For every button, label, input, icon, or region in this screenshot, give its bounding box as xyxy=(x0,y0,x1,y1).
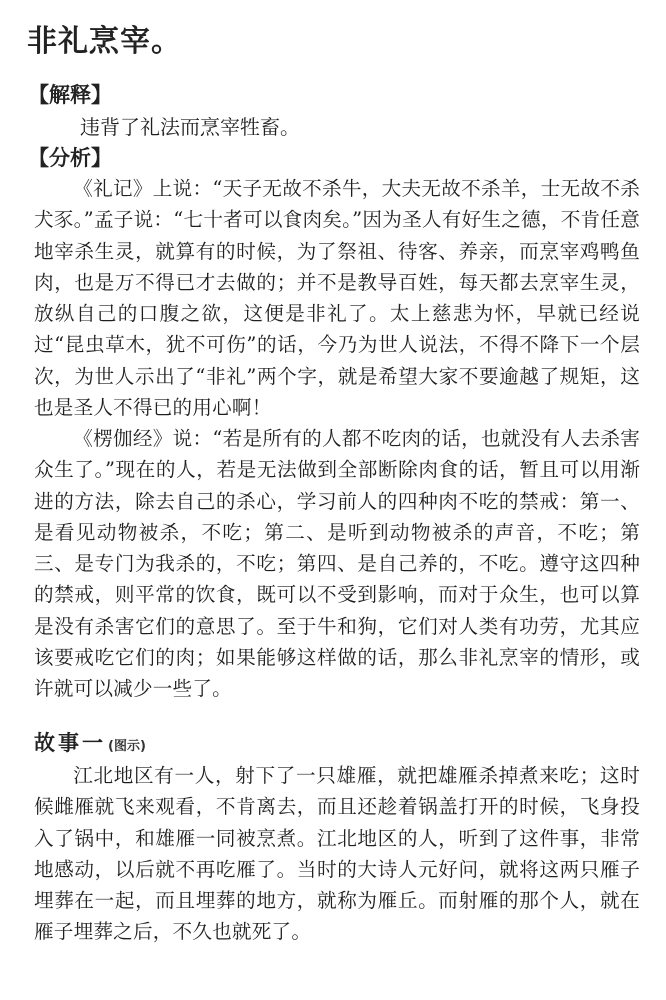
story-illustration-note: (图示) xyxy=(108,739,146,754)
story-heading xyxy=(34,726,146,764)
analysis-heading: 【分析】 xyxy=(28,146,112,170)
analysis-paragraph-1: 《礼记》上说：“天子无故不杀牛，大夫无故不杀羊，士无故不杀犬豕。”孟子说：“七十者可以食肉矣。”因为圣人有好生之德，不肯任意地宰杀生灵，就算有的时候，为了祭祖、待客、养亲，而烹宰鸡鸭鱼肉，也是万不得已才去做的；并不是教导百姓，每天都去烹宰生灵，放纵自己的口腹之欲，这便是非礼了。太上慈悲为怀，早就已经说过“昆虫草木，犹不可伤”的话，今乃为世人说法，不得不降下一个层次，为世人示出了“非礼”两个字，就是希望大家不要逾越了规矩，这也是圣人不得已的用心啊！ xyxy=(34,177,640,420)
explanation-heading: 【解释】 xyxy=(28,83,112,107)
story-paragraph: 江北地区有一人，射下了一只雄雁，就把雄雁杀掉煮来吃；这时候雌雁就飞来观看，不肯离去，而且还趁着锅盖打开的时候，飞身投入了锅中，和雄雁一同被烹煮。江北地区的人，听到了这件事，非常地感动，以后就不再吃雁了。当时的大诗人元好问，就将这两只雁子埋葬在一起，而且埋葬的地方，就称为雁丘。而射雁的那个人，就在雁子埋葬之后，不久也就死了。 xyxy=(34,764,640,944)
page-title: 非礼烹宰。 xyxy=(27,24,182,59)
explanation-text: 违背了礼法而烹宰牲畜。 xyxy=(80,115,300,139)
analysis-paragraph-2: 《楞伽经》说：“若是所有的人都不吃肉的话，也就没有人去杀害众生了。”现在的人，若是无法做到全部断除肉食的话，暂且可以用渐进的方法，除去自己的杀心，学习前人的四种肉不吃的禁戒：第一、是看见动物被杀，不吃；第二、是听到动物被杀的声音，不吃；第三、是专门为我杀的，不吃；第四、是自己养的，不吃。遵守这四种的禁戒，则平常的饮食，既可以不受到影响，而对于众生，也可以算是没有杀害它们的意思了。至于牛和狗，它们对人类有功劳，尤其应该要戒吃它们的肉；如果能够这样做的话，那么非礼烹宰的情形，或许就可以减少一些了。 xyxy=(34,427,640,701)
story-title: 故事一 xyxy=(34,731,106,755)
